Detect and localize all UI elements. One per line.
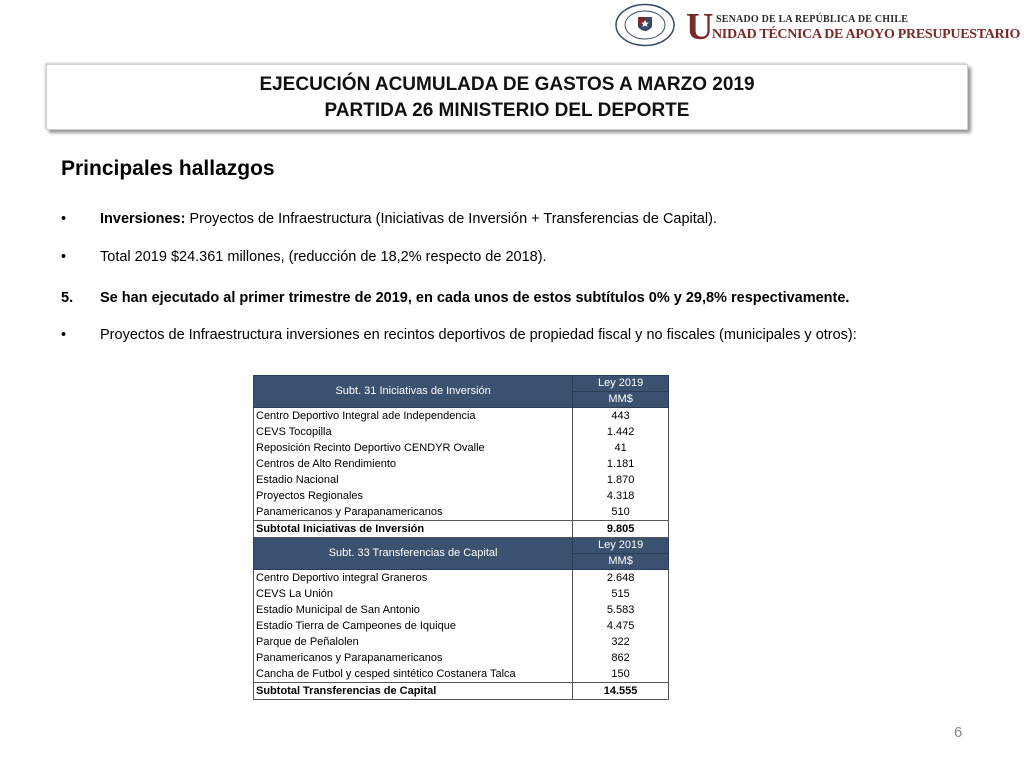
- table-row: Panamericanos y Parapanamericanos 862: [254, 650, 669, 666]
- bullet-text: Proyectos de Infraestructura inversiones en recintos deportivos de propiedad fiscal y no fiscales (municipales y otros):: [100, 327, 857, 343]
- table-row: Estadio Municipal de San Antonio 5.583: [254, 602, 669, 618]
- bullet-text: Se han ejecutado al primer trimestre de 2019, en cada unos de estos subtítulos 0% y 29,8% respectivamente.: [100, 290, 850, 306]
- section-heading: Principales hallazgos: [61, 157, 275, 180]
- investment-table: [253, 375, 669, 700]
- table-row: Centro Deportivo integral Graneros 2.648: [254, 570, 669, 587]
- unit-logo-line1: SENADO DE LA REPÚBLICA DE CHILE: [716, 14, 909, 25]
- bullet-marker: •: [61, 249, 67, 265]
- table-row: Centro Deportivo Integral ade Independencia 443: [254, 408, 669, 425]
- table-row: Reposición Recinto Deportivo CENDYR Ovalle 41: [254, 440, 669, 456]
- subtotal-row: Subtotal Transferencias de Capital 14.555: [254, 683, 669, 700]
- unit-logo-line2: NIDAD TÉCNICA DE APOYO PRESUPUESTARIO: [712, 27, 1021, 42]
- unit-logo-letter: U: [686, 6, 714, 48]
- table-row: Centros de Alto Rendimiento 1.181: [254, 456, 669, 472]
- title-line-1: EJECUCIÓN ACUMULADA DE GASTOS A MARZO 2019: [259, 74, 755, 95]
- table-section-header: [254, 376, 669, 392]
- bullet-text: Proyectos de Infraestructura (Iniciativas de Inversión + Transferencias de Capital).: [185, 211, 717, 227]
- table-row: CEVS Tocopilla 1.442: [254, 424, 669, 440]
- title-box: [46, 64, 968, 130]
- title-line-2: PARTIDA 26 MINISTERIO DEL DEPORTE: [324, 100, 690, 121]
- bullet-marker: 5.: [61, 290, 74, 306]
- table-section-header: [254, 538, 669, 554]
- page-number: 6: [954, 724, 963, 741]
- column-header-unit: MM$: [573, 392, 669, 408]
- column-header-unit: MM$: [573, 554, 669, 570]
- senado-seal-logo: [614, 3, 676, 47]
- table-row: Proyectos Regionales 4.318: [254, 488, 669, 504]
- table-row: Cancha de Futbol y cesped sintético Costanera Talca 150: [254, 666, 669, 683]
- table-row: Panamericanos y Parapanamericanos 510: [254, 504, 669, 521]
- bullet-marker: •: [61, 327, 67, 343]
- column-header-law: Ley 2019: [573, 376, 669, 392]
- table-row: Estadio Tierra de Campeones de Iquique 4.475: [254, 618, 669, 634]
- column-header-law: Ley 2019: [573, 538, 669, 554]
- section-header-label: Subt. 33 Transferencias de Capital: [254, 538, 573, 570]
- bullet-text: Total 2019 $24.361 millones, (reducción de 18,2% respecto de 2018).: [100, 249, 547, 265]
- bullet-marker: •: [61, 211, 67, 227]
- table-row: Parque de Peñalolen 322: [254, 634, 669, 650]
- table-row: CEVS La Unión 515: [254, 586, 669, 602]
- bullet-bold-label: Inversiones:: [100, 211, 186, 227]
- subtotal-row: Subtotal Iniciativas de Inversión 9.805: [254, 521, 669, 538]
- table-row: Estadio Nacional 1.870: [254, 472, 669, 488]
- section-header-label: Subt. 31 Iniciativas de Inversión: [254, 376, 573, 408]
